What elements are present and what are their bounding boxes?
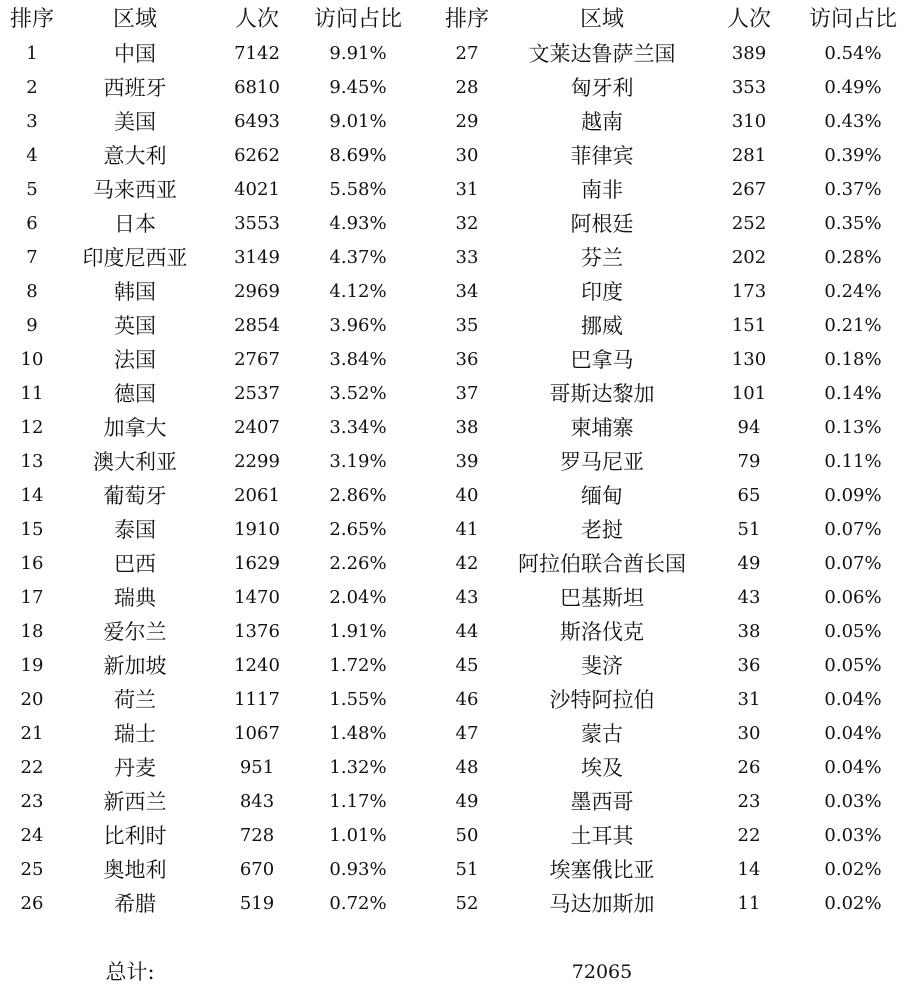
rank-cell: 4 (26, 145, 38, 166)
rank-cell: 51 (455, 859, 479, 880)
count-cell: 173 (731, 281, 767, 302)
share-cell: 0.24% (824, 281, 882, 302)
share-cell: 0.11% (824, 451, 882, 472)
count-cell: 79 (737, 451, 761, 472)
table-row (0, 275, 907, 309)
region-cell: 丹麦 (114, 756, 156, 780)
rank-cell: 22 (20, 757, 44, 778)
count-cell: 11 (737, 893, 761, 914)
count-cell: 2061 (234, 485, 280, 506)
count-cell: 1240 (234, 655, 280, 676)
rank-cell: 39 (455, 451, 479, 472)
rank-cell: 37 (455, 383, 479, 404)
table-row (0, 547, 907, 581)
rank-cell: 27 (455, 43, 479, 64)
count-cell: 6493 (234, 111, 280, 132)
rank-cell: 41 (455, 519, 479, 540)
region-cell: 斐济 (581, 654, 623, 678)
region-cell: 芬兰 (581, 246, 623, 270)
rank-cell: 8 (26, 281, 38, 302)
header-count-left: 人次 (234, 7, 280, 32)
count-cell: 1117 (234, 689, 280, 710)
rank-cell: 7 (26, 247, 38, 268)
region-cell: 土耳其 (570, 824, 634, 848)
rank-cell: 5 (26, 179, 38, 200)
share-cell: 0.93% (329, 859, 387, 880)
rank-cell: 35 (455, 315, 479, 336)
count-cell: 1470 (234, 587, 280, 608)
region-cell: 沙特阿拉伯 (549, 688, 655, 712)
count-cell: 7142 (234, 43, 280, 64)
share-cell: 3.84% (329, 349, 387, 370)
share-cell: 5.58% (329, 179, 387, 200)
count-cell: 151 (731, 315, 767, 336)
share-cell: 0.04% (824, 689, 882, 710)
share-cell: 1.32% (329, 757, 387, 778)
rank-cell: 21 (20, 723, 44, 744)
header-rank-left: 排序 (9, 7, 55, 32)
region-cell: 西班牙 (103, 76, 167, 100)
count-cell: 23 (737, 791, 761, 812)
region-cell: 瑞典 (114, 586, 156, 610)
table-row (0, 683, 907, 717)
region-cell: 韩国 (114, 280, 156, 304)
region-cell: 印度尼西亚 (82, 246, 188, 270)
region-cell: 加拿大 (103, 416, 167, 440)
table-row (0, 207, 907, 241)
rank-cell: 2 (26, 77, 38, 98)
share-cell: 3.96% (329, 315, 387, 336)
count-cell: 22 (737, 825, 761, 846)
count-cell: 43 (737, 587, 761, 608)
share-cell: 0.21% (824, 315, 882, 336)
count-cell: 252 (731, 213, 767, 234)
rank-cell: 6 (26, 213, 38, 234)
header-share-right: 访问占比 (808, 7, 898, 32)
rank-cell: 17 (20, 587, 44, 608)
share-cell: 9.91% (329, 43, 387, 64)
rank-cell: 20 (20, 689, 44, 710)
count-cell: 130 (731, 349, 767, 370)
header-region-right: 区域 (579, 7, 625, 32)
total-value: 72065 (571, 961, 633, 983)
rank-cell: 14 (20, 485, 44, 506)
count-cell: 30 (737, 723, 761, 744)
header-region-left: 区域 (112, 7, 158, 32)
table-row (0, 649, 907, 683)
rank-cell: 29 (455, 111, 479, 132)
count-cell: 3553 (234, 213, 280, 234)
table-row (0, 513, 907, 547)
count-cell: 4021 (234, 179, 280, 200)
table-row (0, 71, 907, 105)
share-cell: 0.07% (824, 519, 882, 540)
count-cell: 670 (239, 859, 275, 880)
header-count-right: 人次 (726, 7, 772, 32)
rank-cell: 16 (20, 553, 44, 574)
share-cell: 0.14% (824, 383, 882, 404)
table-row (0, 343, 907, 377)
count-cell: 2969 (234, 281, 280, 302)
region-cell: 阿拉伯联合酋长国 (518, 552, 686, 576)
share-cell: 2.26% (329, 553, 387, 574)
share-cell: 3.52% (329, 383, 387, 404)
count-cell: 2537 (234, 383, 280, 404)
rank-cell: 46 (455, 689, 479, 710)
region-cell: 挪威 (581, 314, 623, 338)
region-cell: 罗马尼亚 (560, 450, 644, 474)
rank-cell: 10 (20, 349, 44, 370)
rank-cell: 15 (20, 519, 44, 540)
region-cell: 老挝 (581, 518, 623, 542)
region-cell: 马来西亚 (93, 178, 177, 202)
share-cell: 4.93% (329, 213, 387, 234)
region-cell: 奥地利 (103, 858, 167, 882)
region-cell: 匈牙利 (570, 76, 634, 100)
region-cell: 爱尔兰 (103, 620, 167, 644)
rank-cell: 47 (455, 723, 479, 744)
region-cell: 美国 (114, 110, 156, 134)
rank-cell: 30 (455, 145, 479, 166)
header-rank-right: 排序 (444, 7, 490, 32)
rank-cell: 11 (20, 383, 44, 404)
table-row (0, 445, 907, 479)
region-cell: 巴拿马 (570, 348, 634, 372)
region-cell: 斯洛伐克 (560, 620, 644, 644)
share-cell: 9.01% (329, 111, 387, 132)
table-row (0, 37, 907, 71)
count-cell: 519 (239, 893, 275, 914)
region-cell: 泰国 (114, 518, 156, 542)
count-cell: 2299 (234, 451, 280, 472)
rank-cell: 48 (455, 757, 479, 778)
share-cell: 0.04% (824, 723, 882, 744)
rank-cell: 23 (20, 791, 44, 812)
share-cell: 3.34% (329, 417, 387, 438)
count-cell: 101 (731, 383, 767, 404)
share-cell: 0.49% (824, 77, 882, 98)
count-cell: 281 (731, 145, 767, 166)
table-row (0, 785, 907, 819)
count-cell: 951 (239, 757, 275, 778)
count-cell: 2854 (234, 315, 280, 336)
table-row (0, 819, 907, 853)
count-cell: 202 (731, 247, 767, 268)
share-cell: 0.04% (824, 757, 882, 778)
rank-cell: 3 (26, 111, 38, 132)
count-cell: 2767 (234, 349, 280, 370)
header-share-left: 访问占比 (313, 7, 403, 32)
share-cell: 4.37% (329, 247, 387, 268)
region-cell: 希腊 (114, 892, 156, 916)
rank-cell: 38 (455, 417, 479, 438)
count-cell: 65 (737, 485, 761, 506)
region-cell: 蒙古 (581, 722, 623, 746)
count-cell: 6262 (234, 145, 280, 166)
share-cell: 0.37% (824, 179, 882, 200)
region-cell: 澳大利亚 (93, 450, 177, 474)
table-row (0, 751, 907, 785)
share-cell: 1.17% (329, 791, 387, 812)
rank-cell: 28 (455, 77, 479, 98)
rank-cell: 49 (455, 791, 479, 812)
share-cell: 1.55% (329, 689, 387, 710)
table-row (0, 309, 907, 343)
region-cell: 柬埔寨 (570, 416, 634, 440)
region-cell: 瑞士 (114, 722, 156, 746)
table-row (0, 479, 907, 513)
share-cell: 0.13% (824, 417, 882, 438)
count-cell: 14 (737, 859, 761, 880)
region-cell: 缅甸 (581, 484, 623, 508)
share-cell: 1.91% (329, 621, 387, 642)
rank-cell: 25 (20, 859, 44, 880)
count-cell: 1629 (234, 553, 280, 574)
region-cell: 英国 (114, 314, 156, 338)
count-cell: 389 (731, 43, 767, 64)
region-cell: 埃塞俄比亚 (549, 858, 655, 882)
region-cell: 菲律宾 (570, 144, 634, 168)
rank-cell: 1 (26, 43, 38, 64)
rank-cell: 18 (20, 621, 44, 642)
region-cell: 法国 (114, 348, 156, 372)
count-cell: 843 (239, 791, 275, 812)
region-cell: 德国 (114, 382, 156, 406)
count-cell: 1376 (234, 621, 280, 642)
share-cell: 0.03% (824, 825, 882, 846)
count-cell: 38 (737, 621, 761, 642)
region-cell: 印度 (581, 280, 623, 304)
rank-cell: 9 (26, 315, 38, 336)
share-cell: 0.39% (824, 145, 882, 166)
share-cell: 2.04% (329, 587, 387, 608)
count-cell: 2407 (234, 417, 280, 438)
table-row (0, 717, 907, 751)
table-row (0, 105, 907, 139)
share-cell: 0.02% (824, 859, 882, 880)
share-cell: 0.05% (824, 655, 882, 676)
share-cell: 0.35% (824, 213, 882, 234)
count-cell: 728 (239, 825, 275, 846)
count-cell: 49 (737, 553, 761, 574)
rank-cell: 40 (455, 485, 479, 506)
share-cell: 4.12% (329, 281, 387, 302)
region-cell: 巴西 (114, 552, 156, 576)
rank-cell: 24 (20, 825, 44, 846)
table-row (0, 139, 907, 173)
count-cell: 51 (737, 519, 761, 540)
table-row (0, 173, 907, 207)
region-cell: 越南 (581, 110, 623, 134)
region-cell: 比利时 (103, 824, 167, 848)
rank-cell: 32 (455, 213, 479, 234)
rank-cell: 13 (20, 451, 44, 472)
share-cell: 1.01% (329, 825, 387, 846)
rank-cell: 26 (20, 893, 44, 914)
table-row (0, 853, 907, 887)
share-cell: 2.86% (329, 485, 387, 506)
share-cell: 0.43% (824, 111, 882, 132)
region-cell: 意大利 (103, 144, 167, 168)
region-cell: 埃及 (581, 756, 623, 780)
rank-cell: 50 (455, 825, 479, 846)
rank-cell: 19 (20, 655, 44, 676)
table-row (0, 615, 907, 649)
count-cell: 94 (737, 417, 761, 438)
region-cell: 新西兰 (103, 790, 167, 814)
count-cell: 6810 (234, 77, 280, 98)
share-cell: 0.02% (824, 893, 882, 914)
region-cell: 荷兰 (114, 688, 156, 712)
region-cell: 日本 (114, 212, 156, 236)
rank-cell: 36 (455, 349, 479, 370)
share-cell: 0.28% (824, 247, 882, 268)
share-cell: 3.19% (329, 451, 387, 472)
count-cell: 36 (737, 655, 761, 676)
count-cell: 310 (731, 111, 767, 132)
rank-cell: 12 (20, 417, 44, 438)
share-cell: 0.07% (824, 553, 882, 574)
share-cell: 1.48% (329, 723, 387, 744)
region-cell: 文莱达鲁萨兰国 (528, 42, 676, 66)
share-cell: 1.72% (329, 655, 387, 676)
region-cell: 南非 (581, 178, 623, 202)
share-cell: 0.03% (824, 791, 882, 812)
total-row (0, 955, 907, 989)
share-cell: 0.05% (824, 621, 882, 642)
share-cell: 0.06% (824, 587, 882, 608)
table-row (0, 411, 907, 445)
rank-cell: 45 (455, 655, 479, 676)
count-cell: 31 (737, 689, 761, 710)
share-cell: 0.18% (824, 349, 882, 370)
table-row (0, 377, 907, 411)
share-cell: 0.09% (824, 485, 882, 506)
share-cell: 2.65% (329, 519, 387, 540)
count-cell: 267 (731, 179, 767, 200)
region-cell: 哥斯达黎加 (549, 382, 655, 406)
region-cell: 阿根廷 (570, 212, 634, 236)
table-header (0, 3, 907, 37)
count-cell: 353 (731, 77, 767, 98)
rank-cell: 52 (455, 893, 479, 914)
region-cell: 葡萄牙 (103, 484, 167, 508)
region-cell: 马达加斯加 (549, 892, 655, 916)
rank-cell: 31 (455, 179, 479, 200)
table-row (0, 241, 907, 275)
rank-cell: 44 (455, 621, 479, 642)
region-cell: 中国 (114, 42, 156, 66)
rank-cell: 33 (455, 247, 479, 268)
share-cell: 0.54% (824, 43, 882, 64)
count-cell: 1067 (234, 723, 280, 744)
count-cell: 1910 (234, 519, 280, 540)
rank-cell: 43 (455, 587, 479, 608)
share-cell: 9.45% (329, 77, 387, 98)
region-cell: 巴基斯坦 (560, 586, 644, 610)
share-cell: 0.72% (329, 893, 387, 914)
table-row (0, 887, 907, 921)
total-label: 总计: (105, 960, 155, 984)
rank-cell: 34 (455, 281, 479, 302)
rank-cell: 42 (455, 553, 479, 574)
count-cell: 26 (737, 757, 761, 778)
count-cell: 3149 (234, 247, 280, 268)
region-cell: 墨西哥 (570, 790, 634, 814)
share-cell: 8.69% (329, 145, 387, 166)
table-row (0, 581, 907, 615)
region-cell: 新加坡 (103, 654, 167, 678)
